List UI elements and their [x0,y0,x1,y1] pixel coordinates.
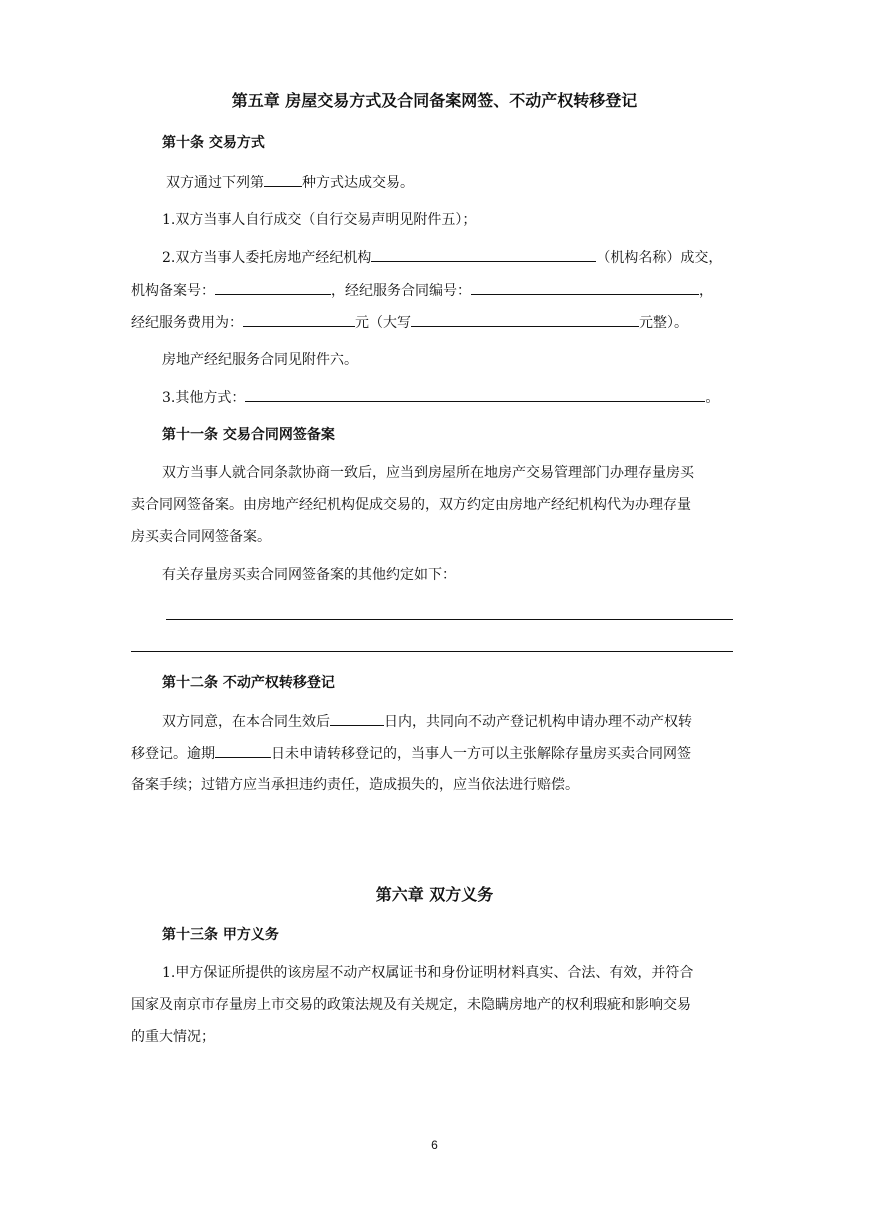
chapter-6-title: 第六章 双方义务 [375,885,494,904]
service-fee-capital-label: 元（大写 [355,315,411,331]
option-3-label: 3.其他方式： [162,390,246,406]
page-number: 6 [431,1138,438,1152]
option-3-line [162,387,719,408]
article-12-text-d: 日未申请转移登记的，当事人一方可以主张解除存量房买卖合同网签 [271,746,691,762]
service-contract-number-blank[interactable] [471,280,699,295]
option-2-agency-suffix: （机构名称）成交， [596,250,723,266]
article-12-text-b: 日内，共同向不动产登记机构申请办理不动产权转 [384,714,692,730]
chapter-5-title: 第五章 房屋交易方式及合同备案网签、不动产权转移登记 [231,91,638,110]
service-fee-blank[interactable] [243,312,355,327]
option-2-line-3 [131,312,688,333]
article-11-line-1: 双方当事人就合同条款协商一致后，应当到房屋所在地房产交易管理部门办理存量房买 [162,465,694,481]
article-13-line-2: 国家及南京市存量房上市交易的政策法规及有关规定，未隐瞒房地产的权利瑕疵和影响交易 [131,997,691,1013]
article-10-method-line [166,172,414,193]
article-12-line-2 [131,743,691,764]
article-13-line-3: 的重大情况； [131,1029,215,1045]
option-1-text: 1.双方当事人自行成交（自行交易声明见附件五）； [162,212,477,228]
method-text-suffix: 种方式达成交易。 [302,175,414,191]
service-fee-capital-blank[interactable] [411,312,639,327]
service-fee-label: 经纪服务费用为： [131,315,243,331]
registration-days-blank[interactable] [330,711,384,726]
article-11-line-4: 有关存量房买卖合同网签备案的其他约定如下： [162,567,456,583]
article-12-line-3: 备案手续；过错方应当承担违约责任，造成损失的，应当依法进行赔偿。 [131,777,579,793]
article-12-line-1 [162,711,692,732]
overdue-days-blank[interactable] [215,743,271,758]
option-3-suffix: 。 [705,390,720,406]
service-contract-note: 房地产经纪服务合同见附件六。 [162,352,358,368]
service-contract-label: ，经纪服务合同编号： [331,283,471,299]
other-agreement-blank-1[interactable] [166,619,733,620]
option-2-line-2 [131,280,713,301]
article-13-heading: 第十三条 甲方义务 [162,927,279,943]
article-13-line-1: 1.甲方保证所提供的该房屋不动产权属证书和身份证明材料真实、合法、有效，并符合 [162,965,694,981]
article-10-heading: 第十条 交易方式 [162,135,265,151]
agency-record-label: 机构备案号： [131,283,215,299]
method-number-blank[interactable] [264,172,302,187]
article-11-line-2: 卖合同网签备案。由房地产经纪机构促成交易的，双方约定由房地产经纪机构代为办理存量 [131,497,691,513]
agency-record-number-blank[interactable] [215,280,331,295]
article-11-line-3: 房买卖合同网签备案。 [131,529,271,545]
article-12-text-a: 双方同意，在本合同生效后 [162,714,330,730]
comma: ， [699,283,713,299]
option-2-prefix: 2.双方当事人委托房地产经纪机构 [162,250,372,266]
service-fee-suffix: 元整）。 [639,315,688,331]
article-12-heading: 第十二条 不动产权转移登记 [162,675,335,691]
agency-name-blank[interactable] [371,247,596,262]
other-agreement-blank-2[interactable] [131,651,733,652]
option-2-line-1 [162,247,722,268]
article-11-heading: 第十一条 交易合同网签备案 [162,427,335,443]
other-method-blank[interactable] [245,387,705,402]
method-text-prefix: 双方通过下列第 [166,175,264,191]
article-12-text-c: 移登记。逾期 [131,746,215,762]
